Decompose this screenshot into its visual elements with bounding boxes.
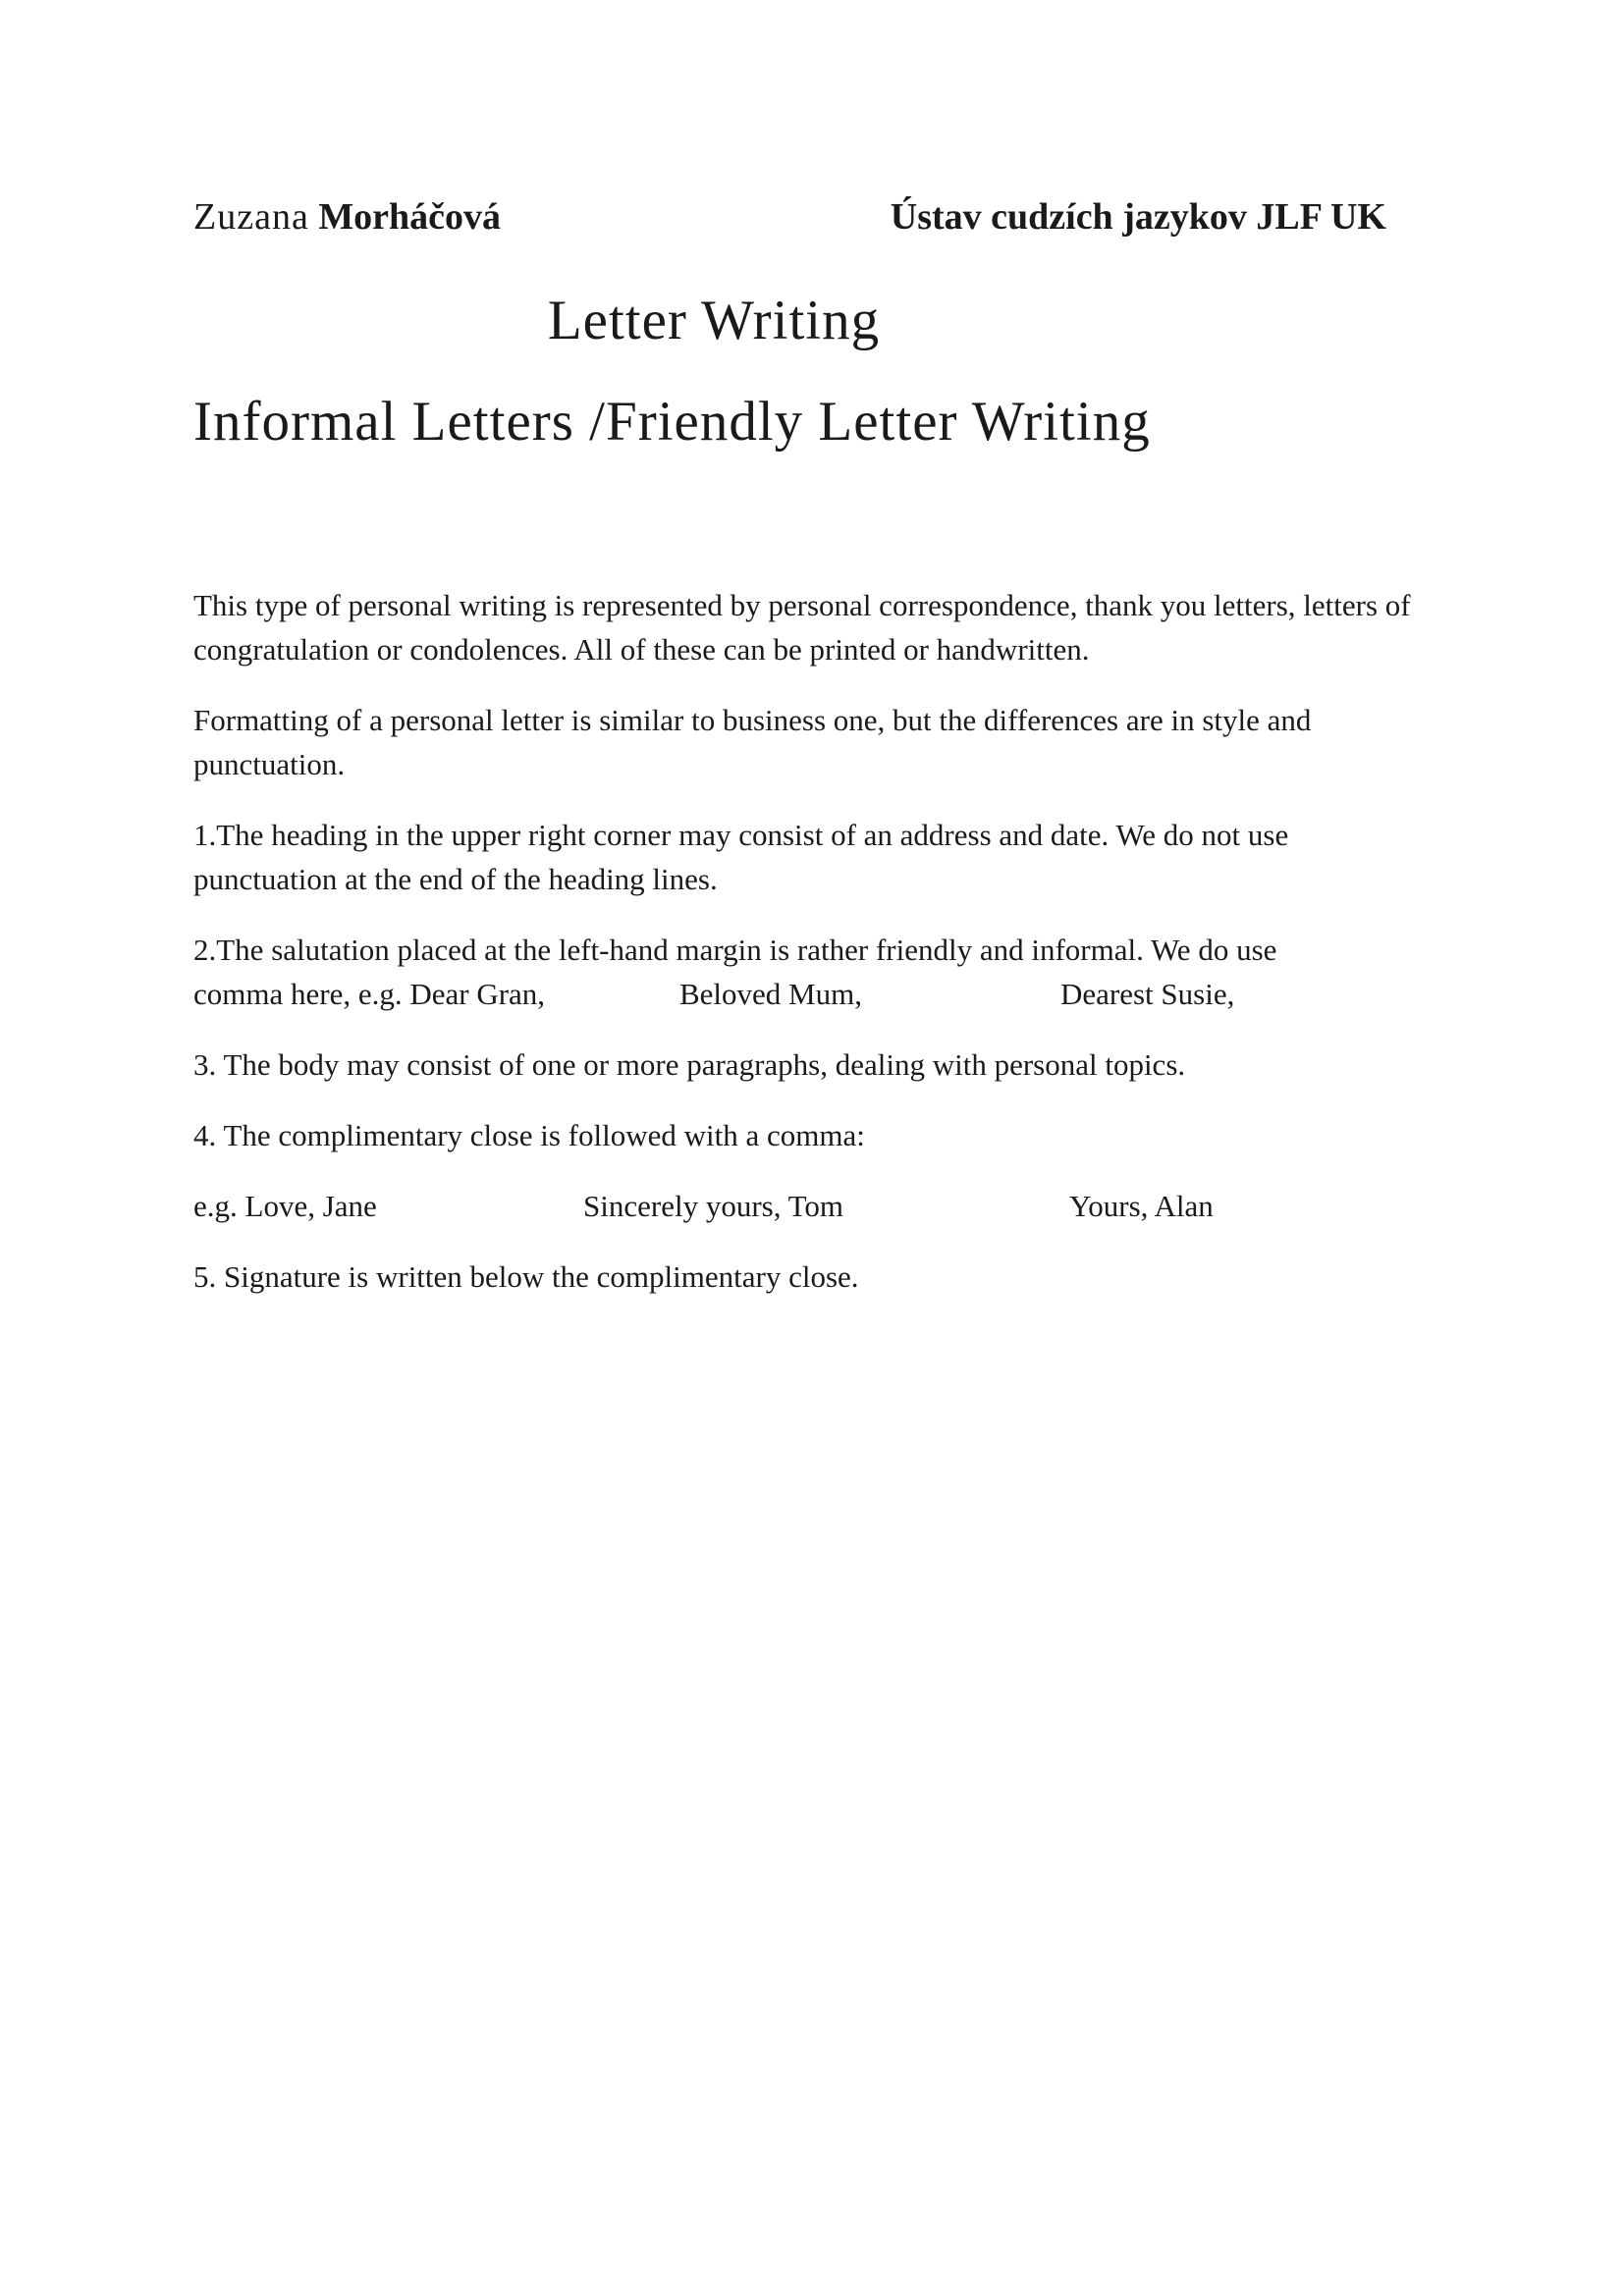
- salutation-example: comma here, e.g. Dear Gran,: [193, 977, 546, 1011]
- signature-rule-paragraph: 5. Signature is written below the complimentary close.: [193, 1259, 859, 1294]
- author-last-name: Morháčová: [318, 196, 502, 238]
- close-rule-paragraph: 4. The complimentary close is followed with a comma:: [193, 1118, 865, 1152]
- close-example: e.g. Love, Jane: [193, 1189, 377, 1223]
- author-first-name: Zuzana: [193, 196, 309, 238]
- page-subtitle: Informal Letters /Friendly Letter Writing: [193, 391, 1151, 453]
- salutation-example: Beloved Mum,: [679, 977, 862, 1011]
- document-header: [193, 192, 1386, 241]
- intro-paragraph-1: This type of personal writing is represented by personal correspondence, thank you letters, letters of congratulation or condolences. All of these can be printed or handwritten.: [193, 588, 1411, 667]
- heading-rule-paragraph: 1.The heading in the upper right corner may consist of an address and date. We do not use punctuation at the end of the heading lines.: [193, 818, 1289, 896]
- page-title: Letter Writing: [547, 290, 881, 351]
- body-rule-paragraph: 3. The body may consist of one or more paragraphs, dealing with personal topics.: [193, 1047, 1186, 1082]
- close-example: Yours, Alan: [1069, 1189, 1214, 1223]
- salutation-example: Dearest Susie,: [1060, 977, 1235, 1011]
- intro-paragraph-2: Formatting of a personal letter is similar to business one, but the differences are in style and punctuation.: [193, 703, 1312, 781]
- salutation-rule-paragraph: 2.The salutation placed at the left-hand margin is rather friendly and informal. We do use: [193, 933, 1277, 967]
- salutation-rule-block: [193, 928, 1421, 1016]
- close-examples: [193, 1184, 1421, 1228]
- close-example: Sincerely yours, Tom: [583, 1189, 844, 1223]
- document-body: [193, 583, 1421, 1325]
- author-name: [193, 192, 501, 241]
- salutation-examples: [193, 972, 1421, 1016]
- institute-name: Ústav cudzích jazykov JLF UK: [890, 196, 1386, 238]
